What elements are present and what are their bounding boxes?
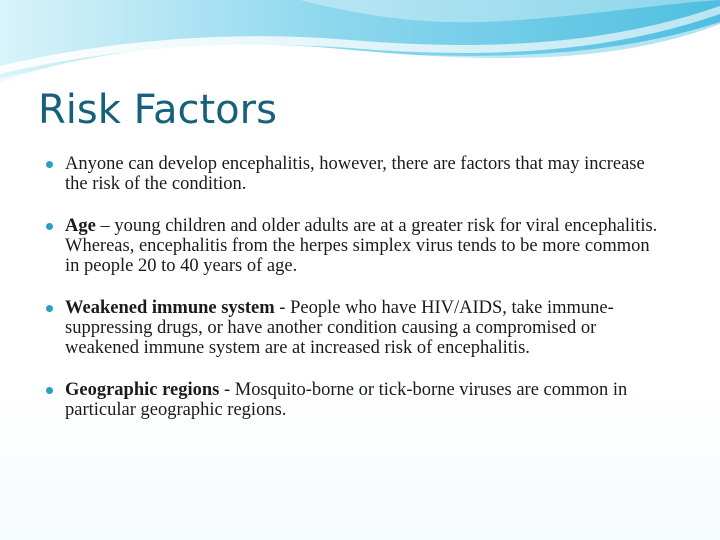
bullet-separator: - [274,298,291,318]
bullet-separator: – [95,216,115,236]
bullet-item [46,216,658,276]
bullet-term: Geographic regions [65,380,220,400]
bullet-text: Anyone can develop encephalitis, however, there are factors that may increase the risk of the condition. [65,154,645,194]
bullet-term: Age [65,216,96,236]
slide-title: Risk Factors [38,87,277,133]
bullet-text: Mosquito-borne or tick-borne viruses are common in particular geographic regions. [65,380,628,420]
bullet-dot-icon [46,387,53,394]
bullet-item [46,154,658,194]
bullet-dot-icon [46,305,53,312]
bullet-text: young children and older adults are at a greater risk for viral encephalitis. Whereas, encephalitis from the herpes simplex virus tends to be more common in people 20 to 40 years of age. [65,216,658,276]
bullet-term: Weakened immune system [65,298,275,318]
bullet-item [46,298,658,358]
bullet-dot-icon [46,161,53,168]
bullet-dot-icon [46,223,53,230]
bullet-list [46,154,658,442]
bullet-item [46,380,658,420]
header-wave-decoration [0,0,720,90]
bullet-separator: - [219,380,235,400]
bullet-text: People who have HIV/AIDS, take immune-suppressing drugs, or have another condition causing a compromised or weakened immune system are at increased risk of encephalitis. [65,298,614,358]
